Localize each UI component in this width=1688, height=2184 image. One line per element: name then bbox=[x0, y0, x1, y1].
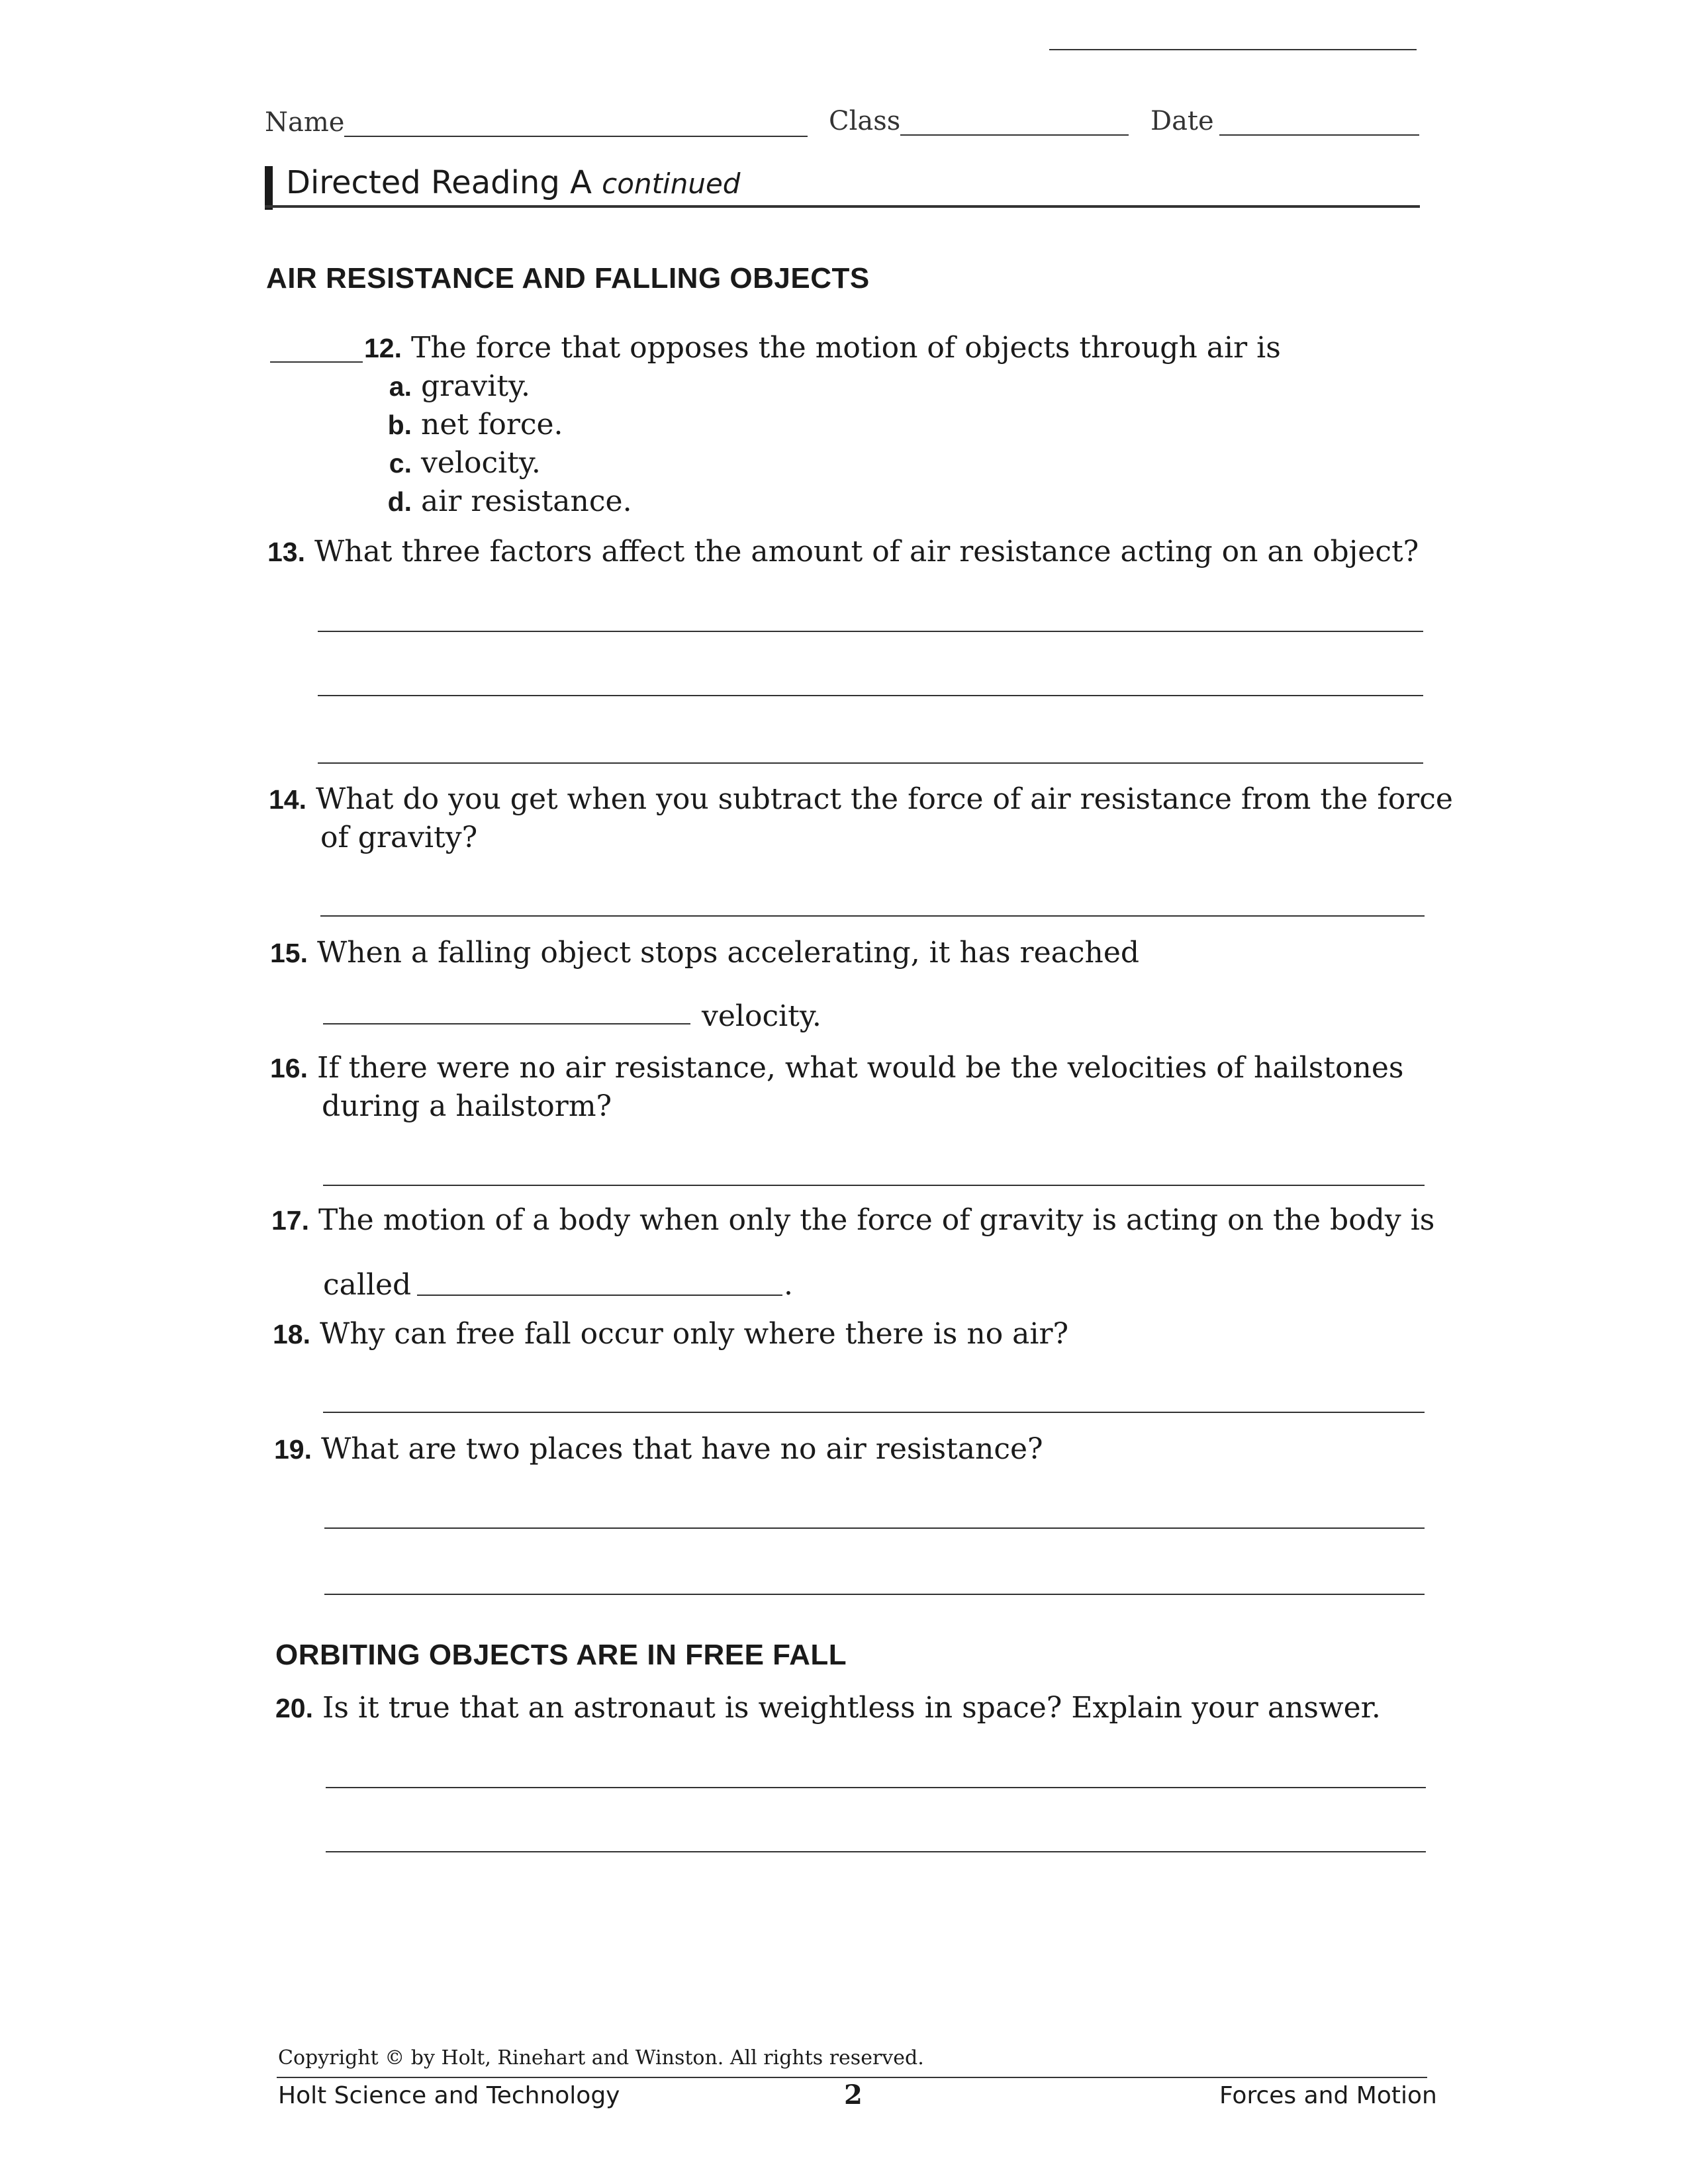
q16-text-line2: during a hailstorm? bbox=[322, 1089, 612, 1123]
q17-prefix: called bbox=[323, 1268, 412, 1302]
q20-number: 20. bbox=[275, 1693, 313, 1723]
q13-answer-line[interactable] bbox=[318, 631, 1423, 632]
q20-answer-line[interactable] bbox=[326, 1851, 1426, 1852]
q12-option-d[interactable] bbox=[377, 484, 632, 518]
title-marker bbox=[265, 166, 273, 210]
q20-question bbox=[275, 1691, 1381, 1725]
footer-rule bbox=[277, 2077, 1427, 2078]
subject-name: Forces and Motion bbox=[1219, 2082, 1437, 2109]
q12-option-letter: c. bbox=[389, 448, 412, 478]
q13-answer-line[interactable] bbox=[318, 695, 1423, 696]
q14-question bbox=[269, 782, 1453, 816]
q12-option-b[interactable] bbox=[377, 408, 563, 441]
q20-text: Is it true that an astronaut is weightless in space? Explain your answer. bbox=[322, 1691, 1381, 1725]
q17-answer-blank[interactable] bbox=[417, 1295, 782, 1296]
title-rule bbox=[265, 205, 1420, 208]
title-main: Directed Reading A bbox=[286, 164, 592, 201]
q16-number: 16. bbox=[270, 1053, 308, 1083]
q17-text: The motion of a body when only the force of gravity is acting on the body is bbox=[318, 1203, 1435, 1237]
q12-option-a[interactable] bbox=[377, 369, 530, 403]
q12-question bbox=[364, 331, 1281, 365]
q13-text: What three factors affect the amount of air resistance acting on an object? bbox=[314, 535, 1419, 569]
q12-option-text: air resistance. bbox=[421, 484, 632, 518]
class-field[interactable] bbox=[900, 134, 1129, 136]
q12-text: The force that opposes the motion of objects through air is bbox=[411, 331, 1281, 365]
top-right-rule bbox=[1049, 49, 1417, 50]
q19-number: 19. bbox=[274, 1434, 312, 1465]
q12-option-text: gravity. bbox=[421, 369, 531, 403]
date-label: Date bbox=[1150, 106, 1214, 136]
name-label: Name bbox=[265, 107, 345, 138]
q12-option-c[interactable] bbox=[377, 446, 541, 480]
q16-question bbox=[270, 1051, 1403, 1085]
publisher-name: Holt Science and Technology bbox=[278, 2082, 620, 2109]
q19-text: What are two places that have no air resistance? bbox=[321, 1432, 1043, 1466]
q12-option-text: net force. bbox=[421, 408, 563, 441]
class-label: Class bbox=[829, 106, 901, 136]
page-title bbox=[286, 164, 740, 201]
q15-question bbox=[270, 936, 1139, 970]
q15-text: When a falling object stops accelerating, it has reached bbox=[317, 936, 1140, 970]
section-heading-air-resistance: AIR RESISTANCE AND FALLING OBJECTS bbox=[266, 262, 870, 295]
q18-answer-line[interactable] bbox=[323, 1412, 1425, 1413]
q16-answer-line[interactable] bbox=[323, 1185, 1425, 1186]
q13-answer-line[interactable] bbox=[318, 762, 1423, 764]
q16-text-line1: If there were no air resistance, what would be the velocities of hailstones bbox=[317, 1051, 1404, 1085]
q12-option-letter: a. bbox=[389, 371, 412, 402]
q17-number: 17. bbox=[271, 1205, 309, 1236]
q17-question bbox=[271, 1203, 1434, 1237]
q15-number: 15. bbox=[270, 938, 308, 968]
date-field[interactable] bbox=[1219, 134, 1419, 136]
q13-number: 13. bbox=[267, 537, 305, 567]
q18-number: 18. bbox=[273, 1319, 310, 1349]
q19-answer-line[interactable] bbox=[324, 1594, 1425, 1595]
q13-question bbox=[267, 535, 1419, 569]
page-number: 2 bbox=[844, 2079, 863, 2111]
q19-answer-line[interactable] bbox=[324, 1527, 1425, 1529]
q19-question bbox=[274, 1432, 1043, 1466]
q12-option-letter: b. bbox=[387, 410, 412, 440]
title-continued: continued bbox=[602, 167, 741, 200]
q12-number: 12. bbox=[364, 333, 402, 363]
q20-answer-line[interactable] bbox=[326, 1787, 1426, 1788]
copyright-notice: Copyright © by Holt, Rinehart and Winston. All rights reserved. bbox=[278, 2046, 924, 2070]
name-field[interactable] bbox=[344, 136, 808, 137]
q15-suffix: velocity. bbox=[702, 999, 821, 1033]
q17-suffix: . bbox=[784, 1268, 793, 1302]
q15-answer-blank[interactable] bbox=[323, 1023, 690, 1024]
q12-option-text: velocity. bbox=[421, 446, 541, 480]
q12-answer-blank[interactable] bbox=[270, 361, 363, 363]
q12-option-letter: d. bbox=[387, 486, 412, 517]
q14-text-line1: What do you get when you subtract the force of air resistance from the force bbox=[316, 782, 1453, 816]
q18-text: Why can free fall occur only where there is no air? bbox=[320, 1317, 1069, 1351]
q14-answer-line[interactable] bbox=[320, 915, 1425, 917]
section-heading-orbiting-objects: ORBITING OBJECTS ARE IN FREE FALL bbox=[275, 1639, 847, 1671]
q18-question bbox=[273, 1317, 1068, 1351]
q14-text-line2: of gravity? bbox=[320, 821, 478, 854]
q14-number: 14. bbox=[269, 784, 306, 815]
